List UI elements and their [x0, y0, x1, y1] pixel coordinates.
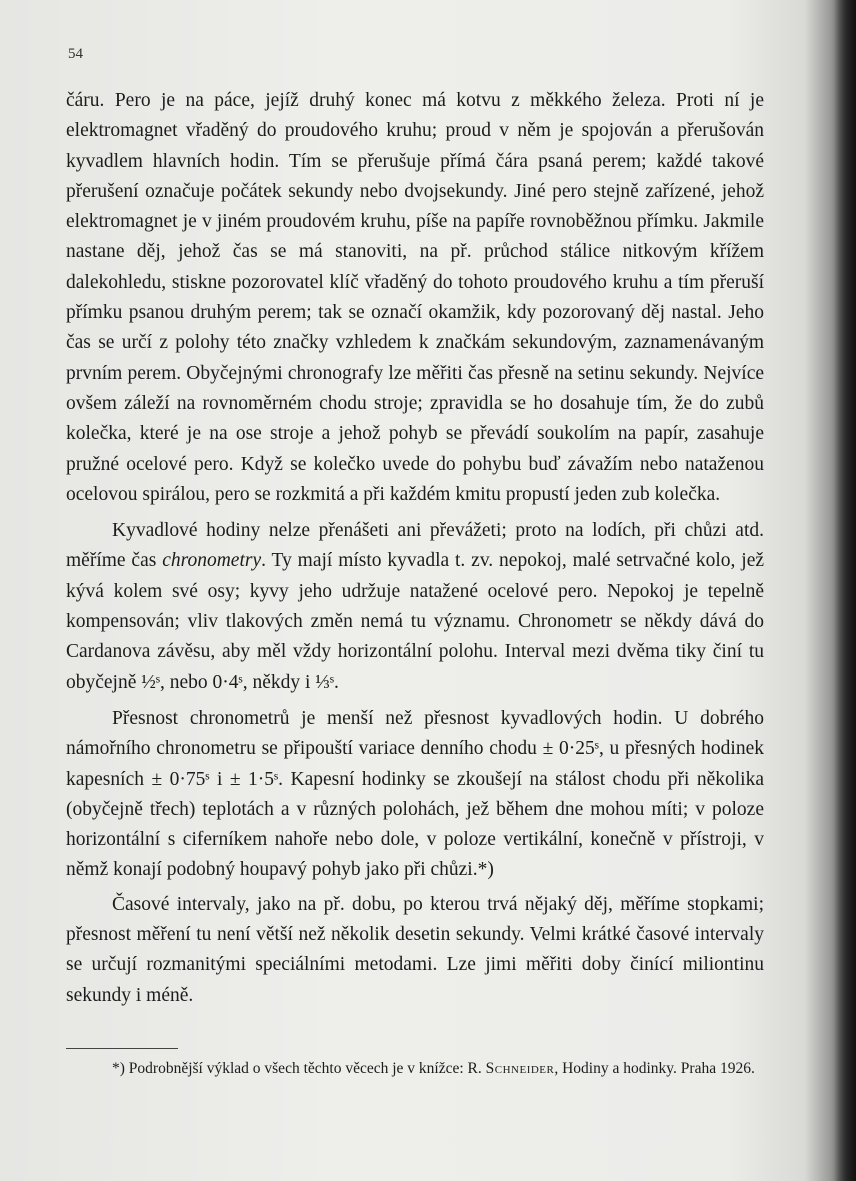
paragraph-text: . Ty mají místo kyvadla t. zv. nepokoj, malé setrvačné kolo, jež kývá kolem své osy; kyvy jeho udržuje natažené ocelové pero. Nepokoj je tepelně kompensován; vliv tlakových změn nemá tu významu. Chronometr se někdy dává do Cardanova závěsu, aby měl vždy horizontální polohu. Interval mezi dvěma tiky činí tu obyčejně ½ˢ, nebo 0·4ˢ, někdy i ⅓ˢ.	[66, 550, 764, 693]
author-name: Schneider	[485, 1060, 555, 1077]
footnote-divider	[66, 1048, 178, 1049]
footnote-text: *) Podrobnější výklad o všech těchto věcech je v knížce: R.	[112, 1060, 486, 1077]
footnote-text: , Hodiny a hodinky. Praha 1926.	[554, 1060, 755, 1077]
paragraph-text: Přesnost chronometrů je menší než přesnost kyvadlových hodin. U dobrého námořního chronometru se připouští variace denního chodu ± 0·25ˢ, u přesných hodinek kapesních ± 0·75ˢ i ± 1·5ˢ. Kapesní hodinky se zkoušejí na stálost chodu při několika (obyčejně třech) teplotách a v různých polohách, jež během dne mohou míti; v poloze horizontální s ciferníkem nahoře nebo dole, v poloze vertikální, konečně v přístroji, v němž konají podobný houpavý pohyb jako při chůzi.*)	[66, 707, 764, 881]
paragraph-text: Časové intervaly, jako na př. dobu, po kterou trvá nějaký děj, měříme stopkami; přesnost měření tu není větší než několik desetin sekundy. Velmi krátké časové intervaly se určují rozmanitými speciálními metodami. Lze jimi měřiti doby činící miliontinu sekundy i méně.	[66, 893, 764, 1006]
paragraph	[66, 704, 764, 886]
page-number: 54	[68, 46, 83, 62]
book-spine-shadow	[834, 0, 856, 1181]
footnote	[66, 1058, 764, 1079]
paragraph	[66, 516, 764, 698]
body-text	[66, 86, 764, 1011]
paragraph-text: čáru. Pero je na páce, jejíž druhý konec má kotvu z měkkého železa. Proti ní je elektromagnet vřaděný do proudového kruhu; proud v něm je spojován a přerušován kyvadlem hlavních hodin. Tím se přerušuje přímá čára psaná perem; každé takové přerušení označuje počátek sekundy nebo dvojsekundy. Jiné pero stejně zařízené, jehož elektromagnet je v jiném proudovém kruhu, píše na papíře rovnoběžnou přímku. Jakmile nastane děj, jehož čas se má stanoviti, na př. průchod stálice nitkovým křížem dalekohledu, stiskne pozorovatel klíč vřaděný do tohoto proudového kruhu a tím přeruší přímku psanou druhým perem; tak se označí okamžik, kdy pozorovaný děj nastal. Jeho čas se určí z polohy této značky vzhledem k značkám sekundovým, zaznamenávaným prvním perem. Obyčejnými chronografy lze měřiti čas přesně na setinu sekundy. Nejvíce ovšem záleží na rovnoměrném chodu stroje; zpravidla se ho dosahuje tím, že do zubů kolečka, které je na ose stroje a jehož pohyb se převádí soukolím na papír, zasahuje pružné ocelové pero. Když se kolečko uvede do pohybu buď závažím nebo nataženou ocelovou spirálou, pero se rozkmitá a při každém kmitu propustí jeden zub kolečka.	[66, 90, 764, 505]
paragraph	[66, 86, 764, 510]
italic-term: chronometry	[162, 550, 262, 572]
paragraph	[66, 890, 764, 1011]
paragraph-text: Kyvadlové hodiny nelze přenášeti ani převážeti; proto na lodích, při chůzi atd. měříme čas	[66, 520, 764, 572]
